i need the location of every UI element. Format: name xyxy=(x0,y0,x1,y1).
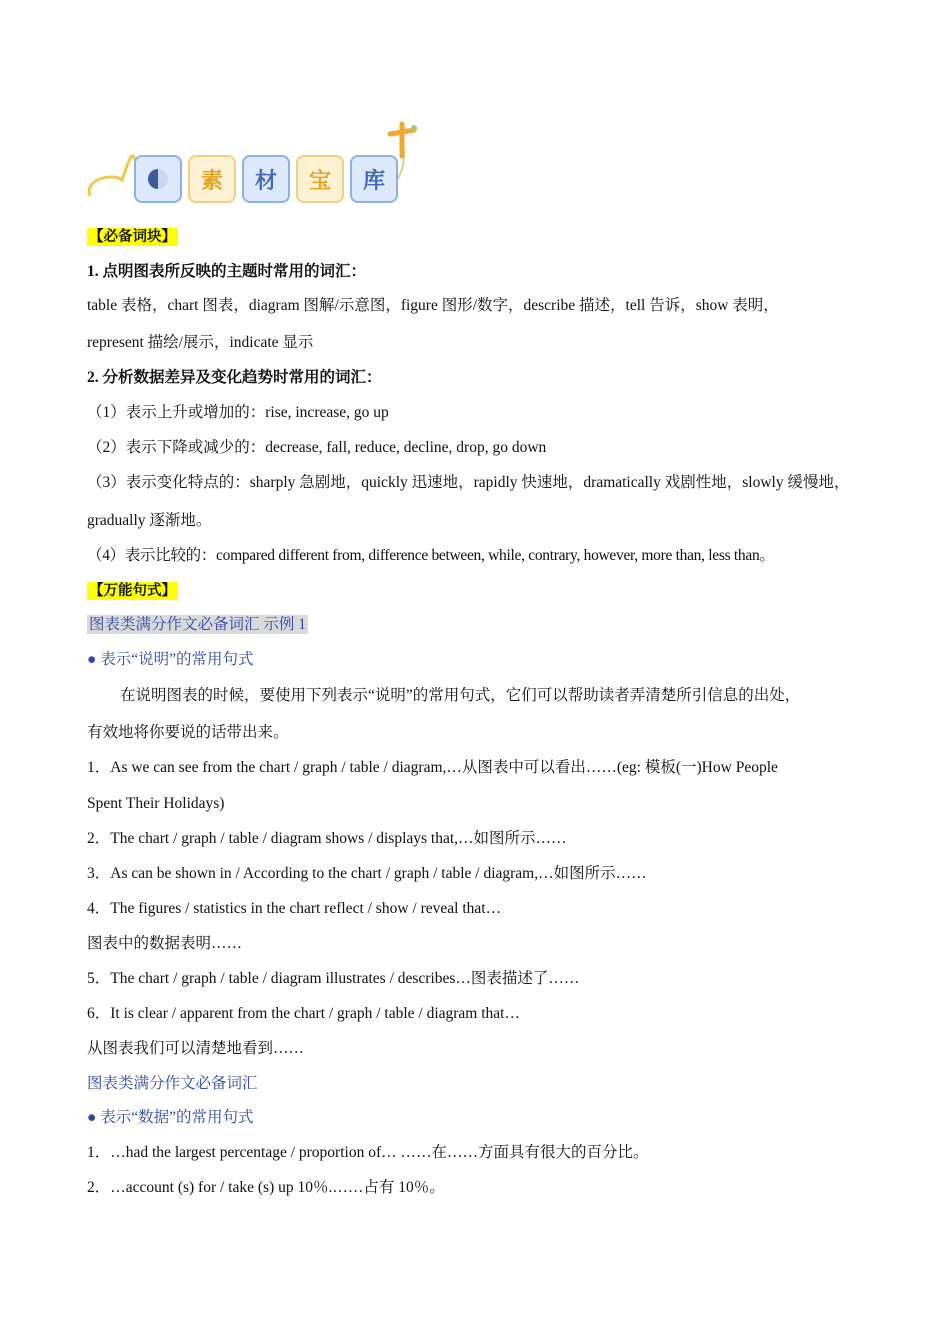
sentence-6-line1: 6．It is clear / apparent from the chart / graph / table / diagram that… xyxy=(87,1005,520,1022)
banner-tile-4: 库 xyxy=(350,155,398,203)
section-heading-vocab: 【必备词块】 xyxy=(89,229,176,245)
item1-title: 1. 点明图表所反映的主题时常用的词汇： xyxy=(87,263,367,280)
paragraph-line2: 有效地将你要说的话带出来。 xyxy=(87,724,289,741)
data-sentence-1: 1．…had the largest percentage / proportion of… ……在……方面具有很大的百分比。 xyxy=(87,1144,649,1161)
paragraph-line1: 在说明图表的时候，要使用下列表示“说明”的常用句式，它们可以帮助读者弄清楚所引信息的出处， xyxy=(120,687,801,704)
sub-item-2: （2）表示下降或减少的：decrease, fall, reduce, decline, drop, go down xyxy=(87,439,547,456)
banner-globe-tile xyxy=(134,155,182,203)
link-vocab[interactable]: 图表类满分作文必备词汇 xyxy=(87,1075,258,1092)
sentence-4-line1: 4．The figures / statistics in the chart reflect / show / reveal that… xyxy=(87,900,502,917)
sentence-2: 2．The chart / graph / table / diagram shows / displays that,…如图所示…… xyxy=(87,830,567,847)
sentence-3: 3．As can be shown in / According to the chart / graph / table / diagram,…如图所示…… xyxy=(87,865,647,882)
link-example-1[interactable]: 图表类满分作文必备词汇 示例 1 xyxy=(89,616,307,633)
bullet-data-patterns: ● 表示“数据”的常用句式 xyxy=(87,1109,254,1126)
material-library-banner xyxy=(84,118,424,208)
item1-line2: represent 描绘/展示，indicate 显示 xyxy=(87,334,314,351)
sentence-5: 5．The chart / graph / table / diagram illustrates / describes…图表描述了…… xyxy=(87,970,580,987)
sub-item-3-line2: gradually 逐渐地。 xyxy=(87,512,212,529)
item2-title: 2. 分析数据差异及变化趋势时常用的词汇： xyxy=(87,369,382,386)
sub-item-3-line1: （3）表示变化特点的：sharply 急剧地，quickly 迅速地，rapidly 快速地，dramatically 戏剧性地，slowly 缓慢地， xyxy=(87,474,850,491)
globe-icon xyxy=(148,169,168,189)
banner-tile-3: 宝 xyxy=(296,155,344,203)
sub-item-1: （1）表示上升或增加的：rise, increase, go up xyxy=(87,404,389,421)
sentence-1-line1: 1．As we can see from the chart / graph / table / diagram,…从图表中可以看出……(eg: 模板(一)How People xyxy=(87,759,778,776)
sentence-4-line2: 图表中的数据表明…… xyxy=(87,935,243,952)
data-sentence-2: 2．…account (s) for / take (s) up 10％.……占有 10％。 xyxy=(87,1179,445,1196)
sentence-1-line2: Spent Their Holidays) xyxy=(87,795,225,812)
bullet-explain-patterns: ● 表示“说明”的常用句式 xyxy=(87,651,254,668)
banner-tile-1: 素 xyxy=(188,155,236,203)
item1-line1: table 表格，chart 图表，diagram 图解/示意图，figure 图形/数字，describe 描述，tell 告诉，show 表明， xyxy=(87,297,779,314)
banner-tile-2: 材 xyxy=(242,155,290,203)
sub-item-4: （4）表示比较的：compared different from, difference between, while, contrary, however, more than, less than。 xyxy=(87,547,775,564)
section-heading-patterns: 【万能句式】 xyxy=(89,583,176,599)
sentence-6-line2: 从图表我们可以清楚地看到…… xyxy=(87,1040,305,1057)
